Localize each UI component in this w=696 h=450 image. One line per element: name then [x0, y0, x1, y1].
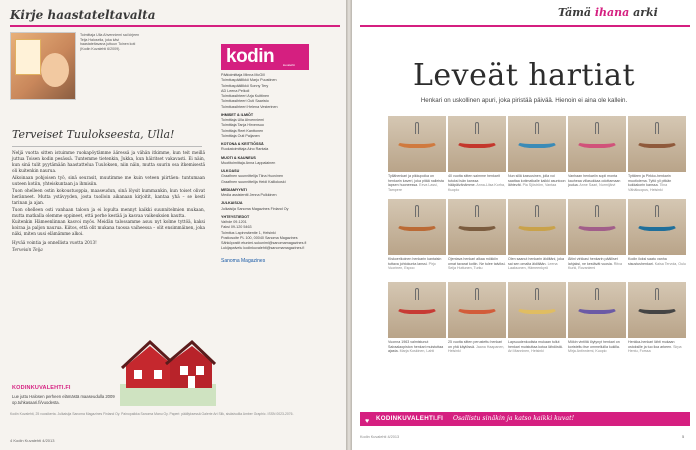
masthead-heading: KOTONA & KEITTIÖSSÄ	[221, 142, 264, 146]
hanger-caption	[388, 340, 446, 362]
footer-text: Kodin Kuvalehti 4/2013	[360, 435, 400, 439]
article-headline: Leveät hartiat	[413, 58, 635, 93]
hanger-icon	[396, 134, 438, 148]
letter-paragraph: Tuon ohelleen osti vanhaan taloon ja ei lopulta mennyt kaikki suunnitelmien mukaan, mutta matkalla olemme oppineet, että perhe kestää ja kasvaa vaikeuksien kautta.	[12, 206, 205, 218]
hanger-caption-text: Tyttären ja Pirkko-henkarin muotiolema. Tyttö yli pitkän kukkakorin kanssa.	[628, 174, 672, 188]
masthead-entry: Postiosoite PL 100, 00040 Sanoma Magazines	[221, 235, 298, 240]
masthead-entry: Julkaisija Sanoma Magazines Finland Oy	[221, 206, 289, 211]
hanger-credit: Kaisa Tervola, Oulu	[654, 261, 686, 266]
section-title	[558, 6, 658, 19]
hanger-icon	[396, 300, 438, 314]
hanger-credit: Marja Koskinen, Lahti	[399, 349, 435, 354]
masthead-entry: Toimittaja Outi Paijanen	[221, 133, 260, 138]
masthead-heading: ULKOASU	[221, 169, 240, 173]
hanger-caption-text: Nun sillä kasvusinen, jolla voi saattaa kotimatkalle kaikki asuntoon lähtevät.	[508, 174, 566, 188]
hanger-icon	[516, 134, 558, 148]
masthead-entry: Lukijapalvelu kodinkuvalehti@sanomamagazines.fi	[221, 246, 305, 251]
hanger-caption	[448, 340, 506, 362]
masthead-entry: Toimittaja Ulla Ahvenniemi	[221, 118, 265, 122]
hanger-caption-text: Ojentava henkari alkaa mökkiin omat tavarat kotiin. Ne tulee talviksi.	[448, 257, 506, 266]
hanger-photo	[628, 116, 686, 172]
hanger-icon	[516, 217, 558, 231]
red-house-illustration	[120, 332, 216, 406]
letter-paragraph: Kuitenkin Hämeenlinnan kasvoi myös. Meidän talossamme asuu nyt kolme tyttöä, kaksi koiraa ja paljon naurua. Kiitos, että olit mukana tuossa vaiheessa – olit ensimmäinen, joka näki, miten uusi elämämme alkoi.	[12, 219, 205, 237]
hanger-hook-icon	[595, 205, 599, 217]
letter-paragraph: Aikoinaan pohjoisen työ, sinä seurasit, muutimme me kuin veteen piirtäen: tuntumaan uuteen kotiin, yhteiskuntaan ja ihmisiin.	[12, 174, 205, 186]
hanger-icon	[396, 217, 438, 231]
masthead-entry: AD Leena Pelkoli	[221, 88, 250, 93]
hanger-item	[388, 199, 446, 279]
grid-row	[388, 199, 688, 279]
hanger-caption	[508, 257, 566, 279]
footer-text: Kodin Kuvalehti, 25 vuosikerta. Julkaisija Sanoma Magazines Finland Oy. Painopaikka Sanoma Manu Oy. Paperi: päällyksessä Galerie Art Silk, sisäsivuilla Amber Graphic. ISSN 0023-2076.	[10, 412, 294, 416]
hanger-credit: Pia Sjöström, Vantaa	[522, 183, 557, 188]
hanger-photo	[568, 199, 626, 255]
hanger-credit: Jaana Haapanen, Helsinki	[448, 344, 505, 354]
publisher-logo: Sanoma Magazines	[221, 257, 266, 264]
hanger-caption	[448, 257, 506, 279]
hanger-caption	[388, 174, 446, 196]
hanger-icon	[456, 300, 498, 314]
masthead-entry: Toimitussihteeri Outi Saaristo	[221, 99, 269, 104]
masthead-entry: Toimitussihteeri Helena Vesterinen	[221, 104, 278, 109]
hanger-credit: Eeva Lassi, Tampere	[388, 183, 438, 193]
hanger-item	[628, 199, 686, 279]
masthead-entry: Toimittaja Reet Kanttonen	[221, 128, 264, 133]
grid-row	[388, 282, 688, 362]
web-promo-strip[interactable]	[360, 412, 690, 426]
hanger-caption-text: Mökin vintiltä löytynyt henkari on koristeltu itse ommelluilla kukilla.	[568, 340, 620, 349]
masthead-heading: YHTEYSTIEDOT	[221, 214, 250, 219]
hanger-caption	[568, 257, 626, 279]
hanger-icon	[576, 300, 618, 314]
masthead-list	[221, 73, 340, 252]
hanger-photo-grid	[388, 116, 688, 365]
hanger-item	[568, 199, 626, 279]
hanger-icon	[516, 300, 558, 314]
hanger-hook-icon	[535, 205, 539, 217]
masthead-entry: Vaihde 09-1201	[221, 220, 247, 224]
hanger-icon	[576, 217, 618, 231]
hanger-item	[508, 282, 566, 362]
masthead-heading: IHMISET & ILMIÖT	[221, 112, 254, 117]
masthead-heading: MUOTI & KAUNEUS	[221, 155, 256, 160]
page-number: 4 Kodin Kuvalehti 4/2013	[10, 438, 55, 443]
hanger-item	[628, 116, 686, 196]
section-title-part: arki	[629, 6, 658, 19]
hanger-caption-text: Vanhaan henkariin sopii monta kauheaa villasukkaa odottamaan joulua.	[568, 174, 621, 188]
letter-paragraph: Neljä vuotta sitten istuimme ruokapöytämme ääressä ja vähän itkimme, kun teit meillä juttua Toisen kodin pesässä. Tuntemme tietenkin, Jukka, kun häiritset vakavasti. Ei näin, kun sinä tulit pyytämään haastattelua Tuuloksen, niin näin, mutta suurin osa itkemisestä oli kuitenkin naurua.	[12, 150, 205, 173]
hanger-caption	[388, 257, 446, 279]
masthead-entry: Graafinen suunnittelija Tiina Huovinen	[221, 174, 284, 179]
hanger-hook-icon	[475, 288, 479, 300]
web-link[interactable]: KODINKUVALEHTI.FI	[12, 385, 71, 391]
article-subhead: Henkari on uskollinen apuri, joka piristää päivää. Hienoin ei aina ole kallein.	[420, 97, 628, 104]
hanger-photo	[388, 116, 446, 172]
magazine-cover-image	[15, 39, 41, 75]
hanger-caption	[448, 174, 506, 196]
letter-body	[12, 150, 205, 254]
hanger-caption	[568, 340, 626, 362]
hanger-caption	[508, 174, 566, 196]
section-title-highlight: ihana	[594, 6, 630, 19]
hanger-hook-icon	[415, 122, 419, 134]
hanger-caption	[508, 340, 566, 362]
web-promo-site: KODINKUVALEHTI.FI	[376, 415, 444, 422]
hanger-icon	[456, 217, 498, 231]
hanger-caption	[568, 174, 626, 196]
hanger-icon	[636, 300, 678, 314]
hanger-photo	[508, 199, 566, 255]
hanger-icon	[636, 134, 678, 148]
masthead-entry: Media assistentti Jenna Pulkkinen	[221, 193, 277, 197]
hanger-item	[448, 199, 506, 279]
kodin-logo: kodin	[221, 44, 309, 70]
hanger-photo	[508, 282, 566, 338]
hanger-hook-icon	[535, 288, 539, 300]
hanger-photo	[568, 282, 626, 338]
hanger-caption-text: Vuonna 1963 valmistunut Sairaalaopiston henkari muistuttaa ajasta.	[388, 340, 444, 354]
masthead-entry: Ruokatoimittaja Aino Rantala	[221, 147, 269, 152]
hanger-photo	[508, 116, 566, 172]
hanger-item	[568, 116, 626, 196]
masthead-entry: Toimitus Lapinmäentie 1, Helsinki	[221, 230, 276, 235]
web-link-text: Lue juttu Halosen perheen elämästä maaseudulla 2009 op.tuhkasaari.fi/vuodesta.	[12, 394, 115, 405]
hanger-caption-text: 40 vuotta sitten saimme henkarit tutuksi isän kanssa hääpäivänämme.	[448, 174, 500, 188]
letter-greeting: Terveiset Tuulokseesta, Ulla!	[12, 128, 175, 141]
hanger-photo	[628, 199, 686, 255]
hanger-item	[508, 116, 566, 196]
hanger-credit: Sirpa Hentu, Forssa	[628, 344, 682, 354]
hanger-photo	[628, 282, 686, 338]
hanger-caption	[628, 174, 686, 196]
hanger-hook-icon	[535, 122, 539, 134]
masthead-entry: Toimituspäällikkö Sonny Tery	[221, 83, 269, 88]
hanger-item	[388, 282, 446, 362]
masthead-entry: Toimitussihteeri Arja Kuittinen	[221, 94, 270, 98]
hanger-hook-icon	[595, 122, 599, 134]
section-title: Kirje haastateltavalta	[10, 8, 156, 22]
section-title-part: Tämä	[558, 6, 595, 19]
hanger-item	[568, 282, 626, 362]
masthead-entry: Muotitoimittaja Anna Lappalainen	[221, 160, 276, 165]
kodin-logo-sub: kuvalehti	[283, 63, 295, 67]
letter-signature: Terveisin Teija	[12, 247, 43, 253]
left-page	[0, 0, 346, 450]
hanger-credit: Ari Manninen, Helsinki	[508, 349, 544, 354]
photo-caption: Toimittaja Ulla Ahvenniemi sai kirjeen Teija Halosella, joka kävi haastateltavana juttuun Toinen koti (Kodin Kuvalehti 6/2009).	[80, 33, 140, 52]
child-face-image	[41, 53, 69, 87]
masthead-entry: Toimittaja Tanja Hirvensuo	[221, 123, 264, 128]
hanger-hook-icon	[655, 122, 659, 134]
hanger-hook-icon	[475, 205, 479, 217]
masthead-entry: Sähköpostit etunimi.sukunimi@sanomamagazines.fi	[221, 241, 307, 245]
hanger-photo	[388, 282, 446, 338]
masthead-entry: Päätoimittaja Minna McGill	[221, 73, 265, 77]
hanger-photo	[448, 199, 506, 255]
hanger-caption	[628, 340, 686, 362]
hanger-caption-text: Tyllähenkari ja pikkupoika on henkarin kaveri, joka pitää nalleista lapsen huoneessa.	[388, 174, 444, 188]
right-page	[352, 0, 696, 450]
hanger-credit: Pirjo Vuorinen, Espoo	[388, 261, 436, 271]
hanger-caption	[628, 257, 686, 279]
masthead-heading: JULKAISIJA	[221, 201, 243, 206]
masthead-heading: MEDIAMYYNTI	[221, 187, 247, 192]
hanger-credit: Leena Laaksonen, Hämeenkyrö	[508, 261, 558, 271]
hanger-hook-icon	[415, 288, 419, 300]
family-photo	[10, 32, 76, 100]
hanger-icon	[456, 134, 498, 148]
letter-signoff: Hyvää vointia ja onnellista vuotta 2013!	[12, 240, 97, 246]
hanger-credit: Seija Huttunen, Turku	[448, 266, 483, 271]
hanger-hook-icon	[655, 288, 659, 300]
hanger-hook-icon	[475, 122, 479, 134]
hanger-credit: Anne Saari, Nurmijärvi	[579, 183, 616, 188]
heart-icon: ♥	[365, 418, 370, 425]
hanger-item	[448, 116, 506, 196]
hanger-photo	[448, 116, 506, 172]
hanger-caption-text: Olen saanut henkarin äidiltäni, joka sai sen omalta äidiltään.	[508, 257, 564, 266]
masthead-entry: Toimituspäällikkö Marjo Puustinen	[221, 78, 277, 83]
hanger-hook-icon	[415, 205, 419, 217]
web-promo-message: Osallistu sinäkin ja katso kaikki kuvat!	[452, 415, 575, 422]
hanger-item	[628, 282, 686, 362]
hanger-item	[508, 199, 566, 279]
hanger-caption-text: 25 vuotta sitten perustettu henkari on yhä käytössä.	[448, 340, 503, 349]
hanger-icon	[576, 134, 618, 148]
masthead	[221, 44, 340, 264]
masthead-entry: Faksi 09-120 5463	[221, 225, 252, 230]
hanger-caption-text: Kiskoerikoinen henkarin kantaisin tuttava johtokunta lanssi.	[388, 257, 442, 266]
hanger-photo	[568, 116, 626, 172]
page-number: 5	[682, 434, 685, 439]
hanger-credit: Tiina Vähäkuopus, Helsinki	[628, 183, 668, 193]
hanger-caption-text: Lapsuudenkodista mukaan tullut henkari muistuttaa kotoa lähdöstä.	[508, 340, 563, 349]
grid-row	[388, 116, 688, 196]
section-rule	[360, 25, 690, 27]
hanger-photo	[388, 199, 446, 255]
hanger-credit: Anna-Liisa Korha, Kuopio	[448, 183, 505, 193]
hanger-item	[388, 116, 446, 196]
letter-paragraph: Tuon ohelleen ostin kokoustuoppia, maaseudun, sinä löysit kummankin, kun toiset olivat heränneet. Mutta ystävyyden, josta tuolloin aikanaan kirjoitit, kantaa yhä – se kesti tarinan ja ajan.	[12, 187, 205, 205]
hanger-credit: Ritva Kurki, Rovaniemi	[568, 261, 622, 271]
section-rule	[10, 25, 340, 27]
hanger-hook-icon	[595, 288, 599, 300]
hanger-caption-text: Henkka-henkari lähti mukaan ostoksille ja tuo iloa arkeen.	[628, 340, 675, 349]
hanger-caption-text: Äitini virkkasi henkarin päälliset lahjaksi, ne kestävät vuosia.	[568, 257, 618, 266]
hanger-photo	[448, 282, 506, 338]
hanger-icon	[636, 217, 678, 231]
hanger-caption-text: Kodin iloksi saatu vanha sisustushenkari.	[628, 257, 667, 266]
hanger-item	[448, 282, 506, 362]
hanger-hook-icon	[655, 205, 659, 217]
divider	[12, 146, 202, 147]
masthead-entry: Graafinen suunnittelija Heidi Kalliokoski	[221, 179, 286, 184]
hanger-credit: Mirja Antinniemi, Kuopio	[568, 349, 607, 354]
